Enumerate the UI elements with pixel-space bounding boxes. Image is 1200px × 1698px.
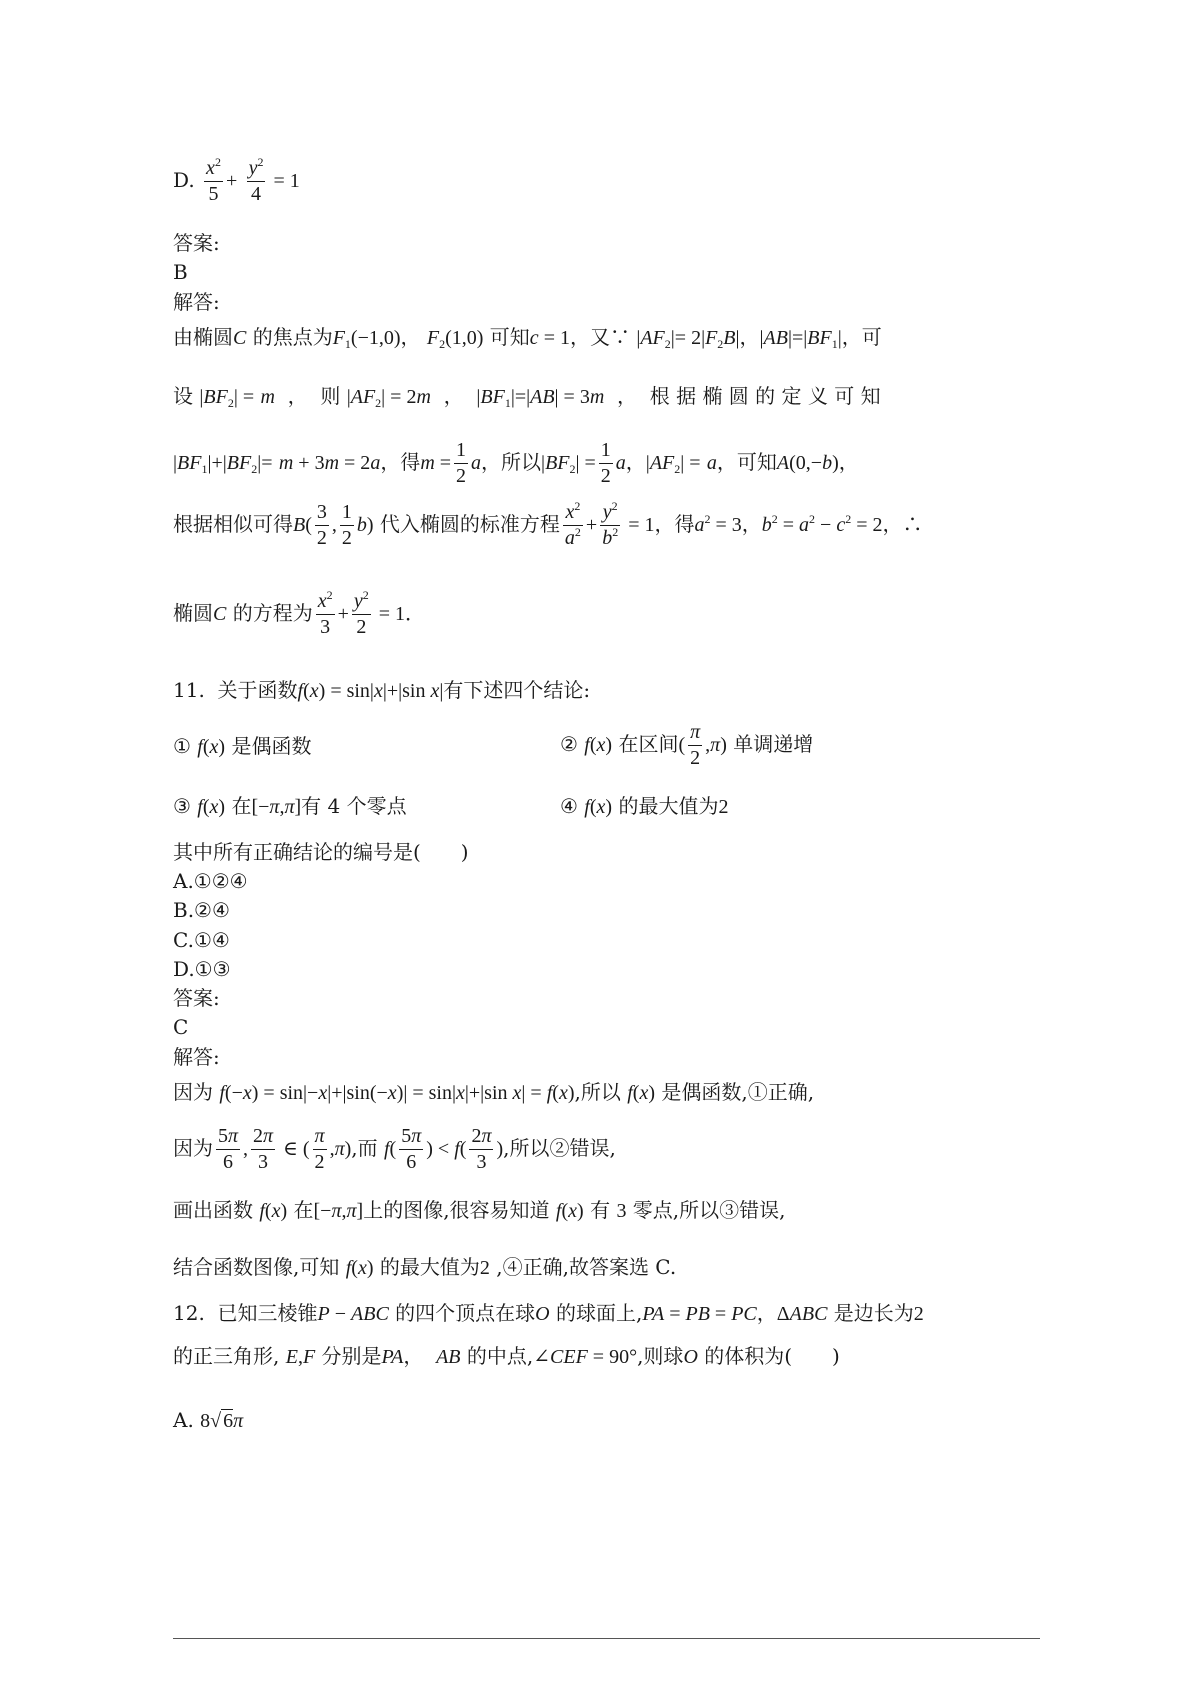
q11-conclusion-2: ② f(x) 在区间( $\frac{\pi}{2}$ ,π) 单调递增 bbox=[560, 721, 814, 769]
q11-solution-line-1: 因为 f(−x) = sin|−x|+|sin(−x)| = sin|x|+|sin x| = f(x),所以 f(x) 是偶函数,①正确, bbox=[173, 1080, 815, 1104]
q11-stem: 11. 关于函数f(x) = sin|x|+|sin x|有下述四个结论: bbox=[173, 678, 591, 702]
q10-answer-label: 答案: bbox=[173, 231, 220, 255]
q11-solution-label: 解答: bbox=[173, 1045, 220, 1069]
q10-solution-line-3: $|BF_1|+|BF_2|= m + 3m = 2a$，得m = $\frac{1}{2}$ a，所以$|BF_2|$ = $\frac{1}{2}$ a，$|AF_2| = a$，可知A(0,−b)， bbox=[173, 439, 859, 487]
q12-stem-line-1: 12. 已知三棱锥P − ABC 的四个顶点在球O 的球面上,PA = PB = PC，ΔABC 是边长为2 bbox=[173, 1301, 924, 1325]
q11-prompt: 其中所有正确结论的编号是( ) bbox=[173, 840, 469, 864]
q11-conclusion-4: ④ f(x) 的最大值为2 bbox=[560, 794, 729, 818]
q12-stem-line-2: 的正三角形, E,F 分别是PA， AB 的中点,∠CEF = 90°,则球O 的体积为( ) bbox=[173, 1344, 840, 1368]
q11-solution-line-2: 因为 $\frac{5\pi}{6}$ , $\frac{2\pi}{3}$ ∈ ( $\frac{\pi}{2}$ ,π),而 f( $\frac{5\pi}{6}$ ) < f( $\frac{2\pi}{3}$ ),所以②错误, bbox=[173, 1125, 616, 1173]
q11-option-b: B.②④ bbox=[173, 898, 230, 922]
q10-solution-line-2: 设 $|BF_2| = m$ ， 则 $|AF_2| = 2m$ ， $|BF_1|=|AB| = 3m$ ， 根 据 椭 圆 的 定 义 可 知 bbox=[173, 384, 881, 410]
q11-answer-label: 答案: bbox=[173, 986, 220, 1010]
q10-solution-line-1: 由椭圆C 的焦点为$F_1(-1,0)$， $F_2(1,0)$ 可知c = 1，又∵ $|AF_2|= 2|F_2B|$，$|AB|=|BF_1|$，可 bbox=[173, 325, 882, 351]
q12-option-a: A. 8√ 6π bbox=[173, 1408, 244, 1432]
q11-option-d: D.①③ bbox=[173, 957, 231, 981]
q11-option-c: C.①④ bbox=[173, 928, 230, 952]
q10-solution-label: 解答: bbox=[173, 290, 220, 314]
q11-solution-line-3: 画出函数 f(x) 在[−π,π]上的图像,很容易知道 f(x) 有 3 零点,所以③错误, bbox=[173, 1198, 786, 1222]
q10-option-d: D. $\frac{x^2}{5}$ + $\frac{y^2}{4}$ = 1 bbox=[173, 155, 300, 205]
q10-answer-value: B bbox=[173, 260, 188, 284]
q10-solution-line-5: 椭圆C 的方程为 $\frac{x^2}{3}$ + $\frac{y^2}{2}$ = 1． bbox=[173, 588, 426, 638]
q11-conclusion-3: ③ f(x) 在[−π,π]有 4 个零点 bbox=[173, 794, 407, 818]
q11-conclusion-1: ① f(x) 是偶函数 bbox=[173, 734, 312, 758]
q11-solution-line-4: 结合函数图像,可知 f(x) 的最大值为2 ,④正确,故答案选 C. bbox=[173, 1255, 677, 1279]
footer-rule bbox=[173, 1638, 1040, 1639]
q11-answer-value: C bbox=[173, 1015, 189, 1039]
q10-solution-line-4: 根据相似可得B( $\frac{3}{2}$ , $\frac{1}{2}$ b) 代入椭圆的标准方程 $\frac{x^2}{a^2}$ + $\frac{y^2}{b^2}$ = 1，得$a^2 = 3$，$b^2 = a^2 - c^2 = 2$，∴ bbox=[173, 499, 923, 549]
q11-option-a: A.①②④ bbox=[173, 869, 248, 893]
